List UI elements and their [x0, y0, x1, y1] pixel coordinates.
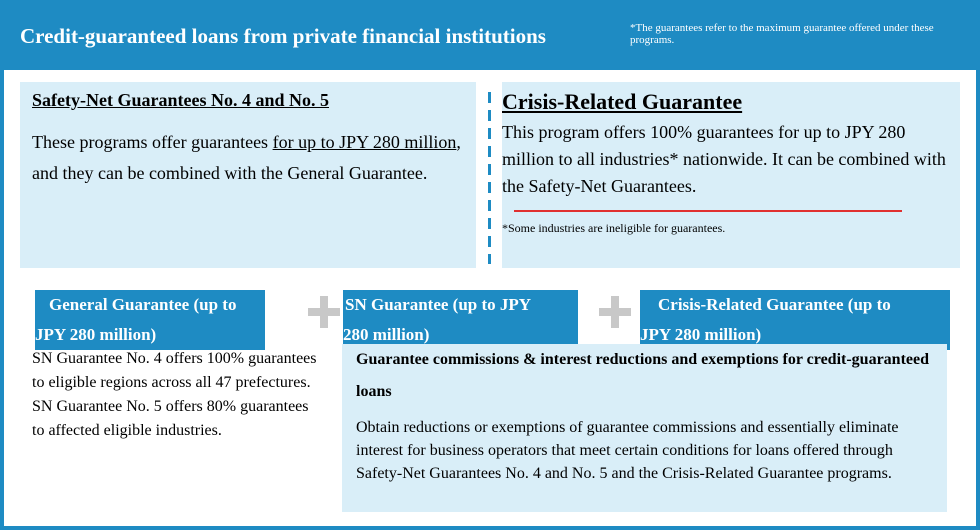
dashed-divider — [488, 92, 491, 264]
crisis-body: This program offers 100% guarantees for up to JPY 280 million to all industries* nationwide. It can be combined with the Safety-Net Guarantees. — [502, 122, 946, 196]
safety-net-body-post: , and they can be combined with the General Guarantee. — [32, 132, 461, 183]
plus-icon — [599, 296, 631, 328]
sn-guarantee-label — [343, 290, 578, 350]
reductions-title: Guarantee commissions & interest reductions and exemptions for credit-guaranteed loans — [356, 351, 929, 400]
crisis-footnote: *Some industries are ineligible for guarantees. — [502, 221, 726, 235]
crisis-panel — [502, 82, 960, 268]
header-footnote: *The guarantees refer to the maximum guarantee offered under these programs. — [630, 22, 934, 46]
crisis-guarantee-label-line2: JPY 280 million) — [640, 325, 762, 344]
general-guarantee-label-line1: General Guarantee (up to — [49, 295, 237, 314]
plus-icon — [308, 296, 340, 328]
safety-net-body — [32, 127, 472, 189]
general-guarantee-label-line2: JPY 280 million) — [35, 325, 157, 344]
safety-net-body-underlined: for up to JPY 280 million — [272, 132, 457, 152]
red-underline — [514, 210, 902, 212]
general-guarantee-label — [35, 290, 265, 350]
sn-guarantee-label-line1: SN Guarantee (up to JPY — [345, 295, 532, 314]
safety-net-title: Safety-Net Guarantees No. 4 and No. 5 — [32, 90, 329, 110]
sn-guarantee-label-line2: 280 million) — [343, 325, 430, 344]
crisis-guarantee-label-line1: Crisis-Related Guarantee (up to — [658, 295, 891, 314]
safety-net-panel — [20, 82, 476, 268]
crisis-title: Crisis-Related Guarantee — [502, 89, 743, 114]
reductions-panel — [342, 344, 947, 512]
safety-net-body-pre: These programs offer guarantees — [32, 132, 273, 152]
page-title: Credit-guaranteed loans from private financial institutions — [20, 24, 546, 48]
sn-guarantee-description: SN Guarantee No. 4 offers 100% guarantees to eligible regions across all 47 prefectures. SN Guarantee No. 5 offers 80% guarantees to affected eligible industries. — [32, 350, 317, 439]
reductions-body: Obtain reductions or exemptions of guarantee commissions and essentially eliminate interest for business operators that meet certain conditions for loans offered through Safety-Net Guarantees No. 4 and No. 5 and the Crisis-Related Guarantee programs. — [356, 419, 899, 482]
crisis-guarantee-label — [640, 290, 950, 350]
